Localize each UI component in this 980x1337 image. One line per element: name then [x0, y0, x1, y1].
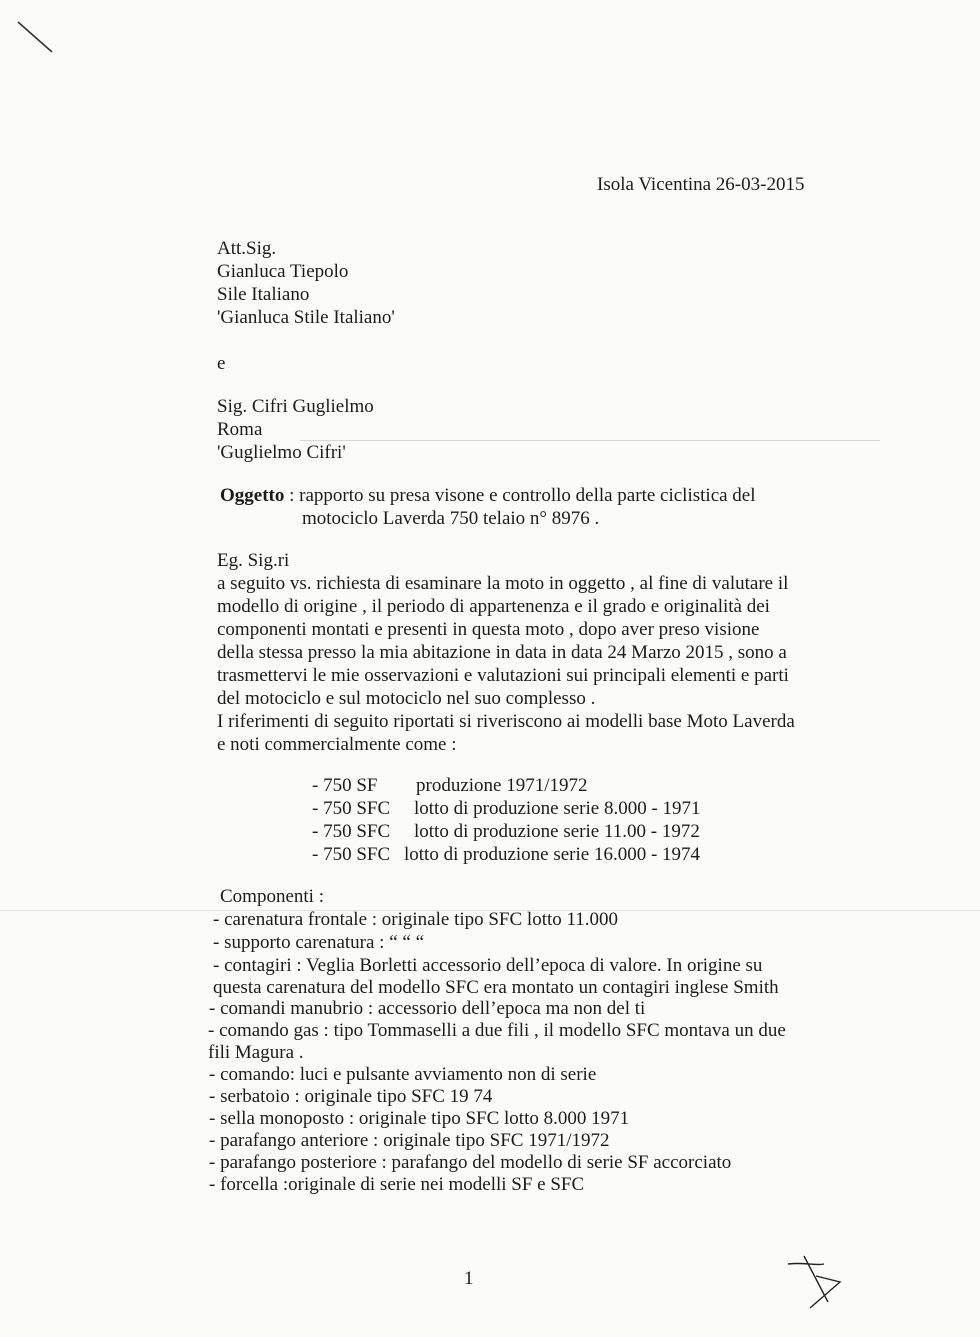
component-line: - serbatoio : originale tipo SFC 19 74	[209, 1086, 493, 1107]
paragraph-line: modello di origine , il periodo di appartenenza e il grado e originalità dei	[217, 596, 770, 617]
component-line: - comando gas : tipo Tommaselli a due fili , il modello SFC montava un due	[208, 1020, 786, 1041]
component-line: - comando: luci e pulsante avviamento non di serie	[209, 1064, 597, 1085]
component-line: - parafango posteriore : parafango del modello di serie SF accorciato	[209, 1152, 732, 1173]
model-description: lotto di produzione serie 16.000 - 1974	[404, 844, 701, 865]
paragraph-line: della stessa presso la mia abitazione in data in data 24 Marzo 2015 , sono a	[217, 642, 787, 663]
component-line: - carenatura frontale : originale tipo SFC lotto 11.000	[213, 909, 619, 930]
paragraph-line: a seguito vs. richiesta di esaminare la moto in oggetto , al fine di valutare il	[217, 573, 789, 594]
paragraph-line: e noti commercialmente come :	[217, 734, 457, 755]
subject-line-2: motociclo Laverda 750 telaio n° 8976 .	[302, 508, 600, 529]
model-description: produzione 1971/1972	[416, 775, 588, 796]
place-date: Isola Vicentina 26-03-2015	[597, 174, 805, 195]
paragraph-line: trasmettervi le mie osservazioni e valutazioni sui principali elementi e parti	[217, 665, 789, 686]
model-item	[312, 844, 390, 866]
paragraph-line: componenti montati e presenti in questa moto , dopo aver preso visione	[217, 619, 760, 640]
model-item	[312, 798, 390, 820]
model-item	[312, 775, 377, 797]
recipient-line: Gianluca Tiepolo	[217, 261, 349, 282]
component-line: fili Magura .	[208, 1042, 304, 1063]
recipient-line: Sig. Cifri Guglielmo	[217, 396, 374, 417]
recipient-conjunction: e	[217, 353, 226, 374]
component-line: - contagiri : Veglia Borletti accessorio dell’epoca di valore. In origine su	[213, 955, 763, 976]
model-code: - 750 SFC	[312, 798, 391, 819]
component-line: - parafango anteriore : originale tipo SFC 1971/1972	[209, 1130, 610, 1151]
model-code: - 750 SFC	[312, 821, 391, 842]
component-line: questa carenatura del modello SFC era montato un contagiri inglese Smith	[213, 977, 779, 998]
signature-initial	[780, 1250, 850, 1316]
scan-corner-mark	[14, 18, 58, 58]
subject-text: : rapporto su presa visone e controllo della parte ciclistica del	[289, 485, 756, 506]
subject-line-1	[220, 485, 756, 507]
salutation: Eg. Sig.ri	[217, 550, 290, 571]
recipient-line: Sile Italiano	[217, 284, 310, 305]
component-line: - sella monoposto : originale tipo SFC lotto 8.000 1971	[209, 1108, 630, 1129]
component-line: - supporto carenatura : “ “ “	[213, 932, 425, 953]
page-number: 1	[464, 1268, 474, 1289]
recipient-line: Att.Sig.	[217, 238, 277, 259]
subject-label: Oggetto	[220, 485, 285, 506]
scan-smudge	[300, 440, 880, 441]
paragraph-line: I riferimenti di seguito riportati si riveriscono ai modelli base Moto Laverda	[217, 711, 795, 732]
model-description: lotto di produzione serie 8.000 - 1971	[414, 798, 701, 819]
paragraph-line: del motociclo e sul motociclo nel suo complesso .	[217, 688, 596, 709]
component-line: - forcella :originale di serie nei modelli SF e SFC	[209, 1174, 585, 1195]
model-code: - 750 SF	[312, 775, 378, 796]
model-item	[312, 821, 390, 843]
recipient-line: Roma	[217, 419, 263, 440]
recipient-line: 'Guglielmo Cifri'	[217, 442, 346, 463]
model-code: - 750 SFC	[312, 844, 391, 865]
recipient-line: 'Gianluca Stile Italiano'	[217, 307, 395, 328]
model-description: lotto di produzione serie 11.00 - 1972	[414, 821, 700, 842]
component-line: - comandi manubrio : accessorio dell’epoca ma non del ti	[209, 998, 646, 1019]
components-title: Componenti :	[220, 886, 324, 907]
